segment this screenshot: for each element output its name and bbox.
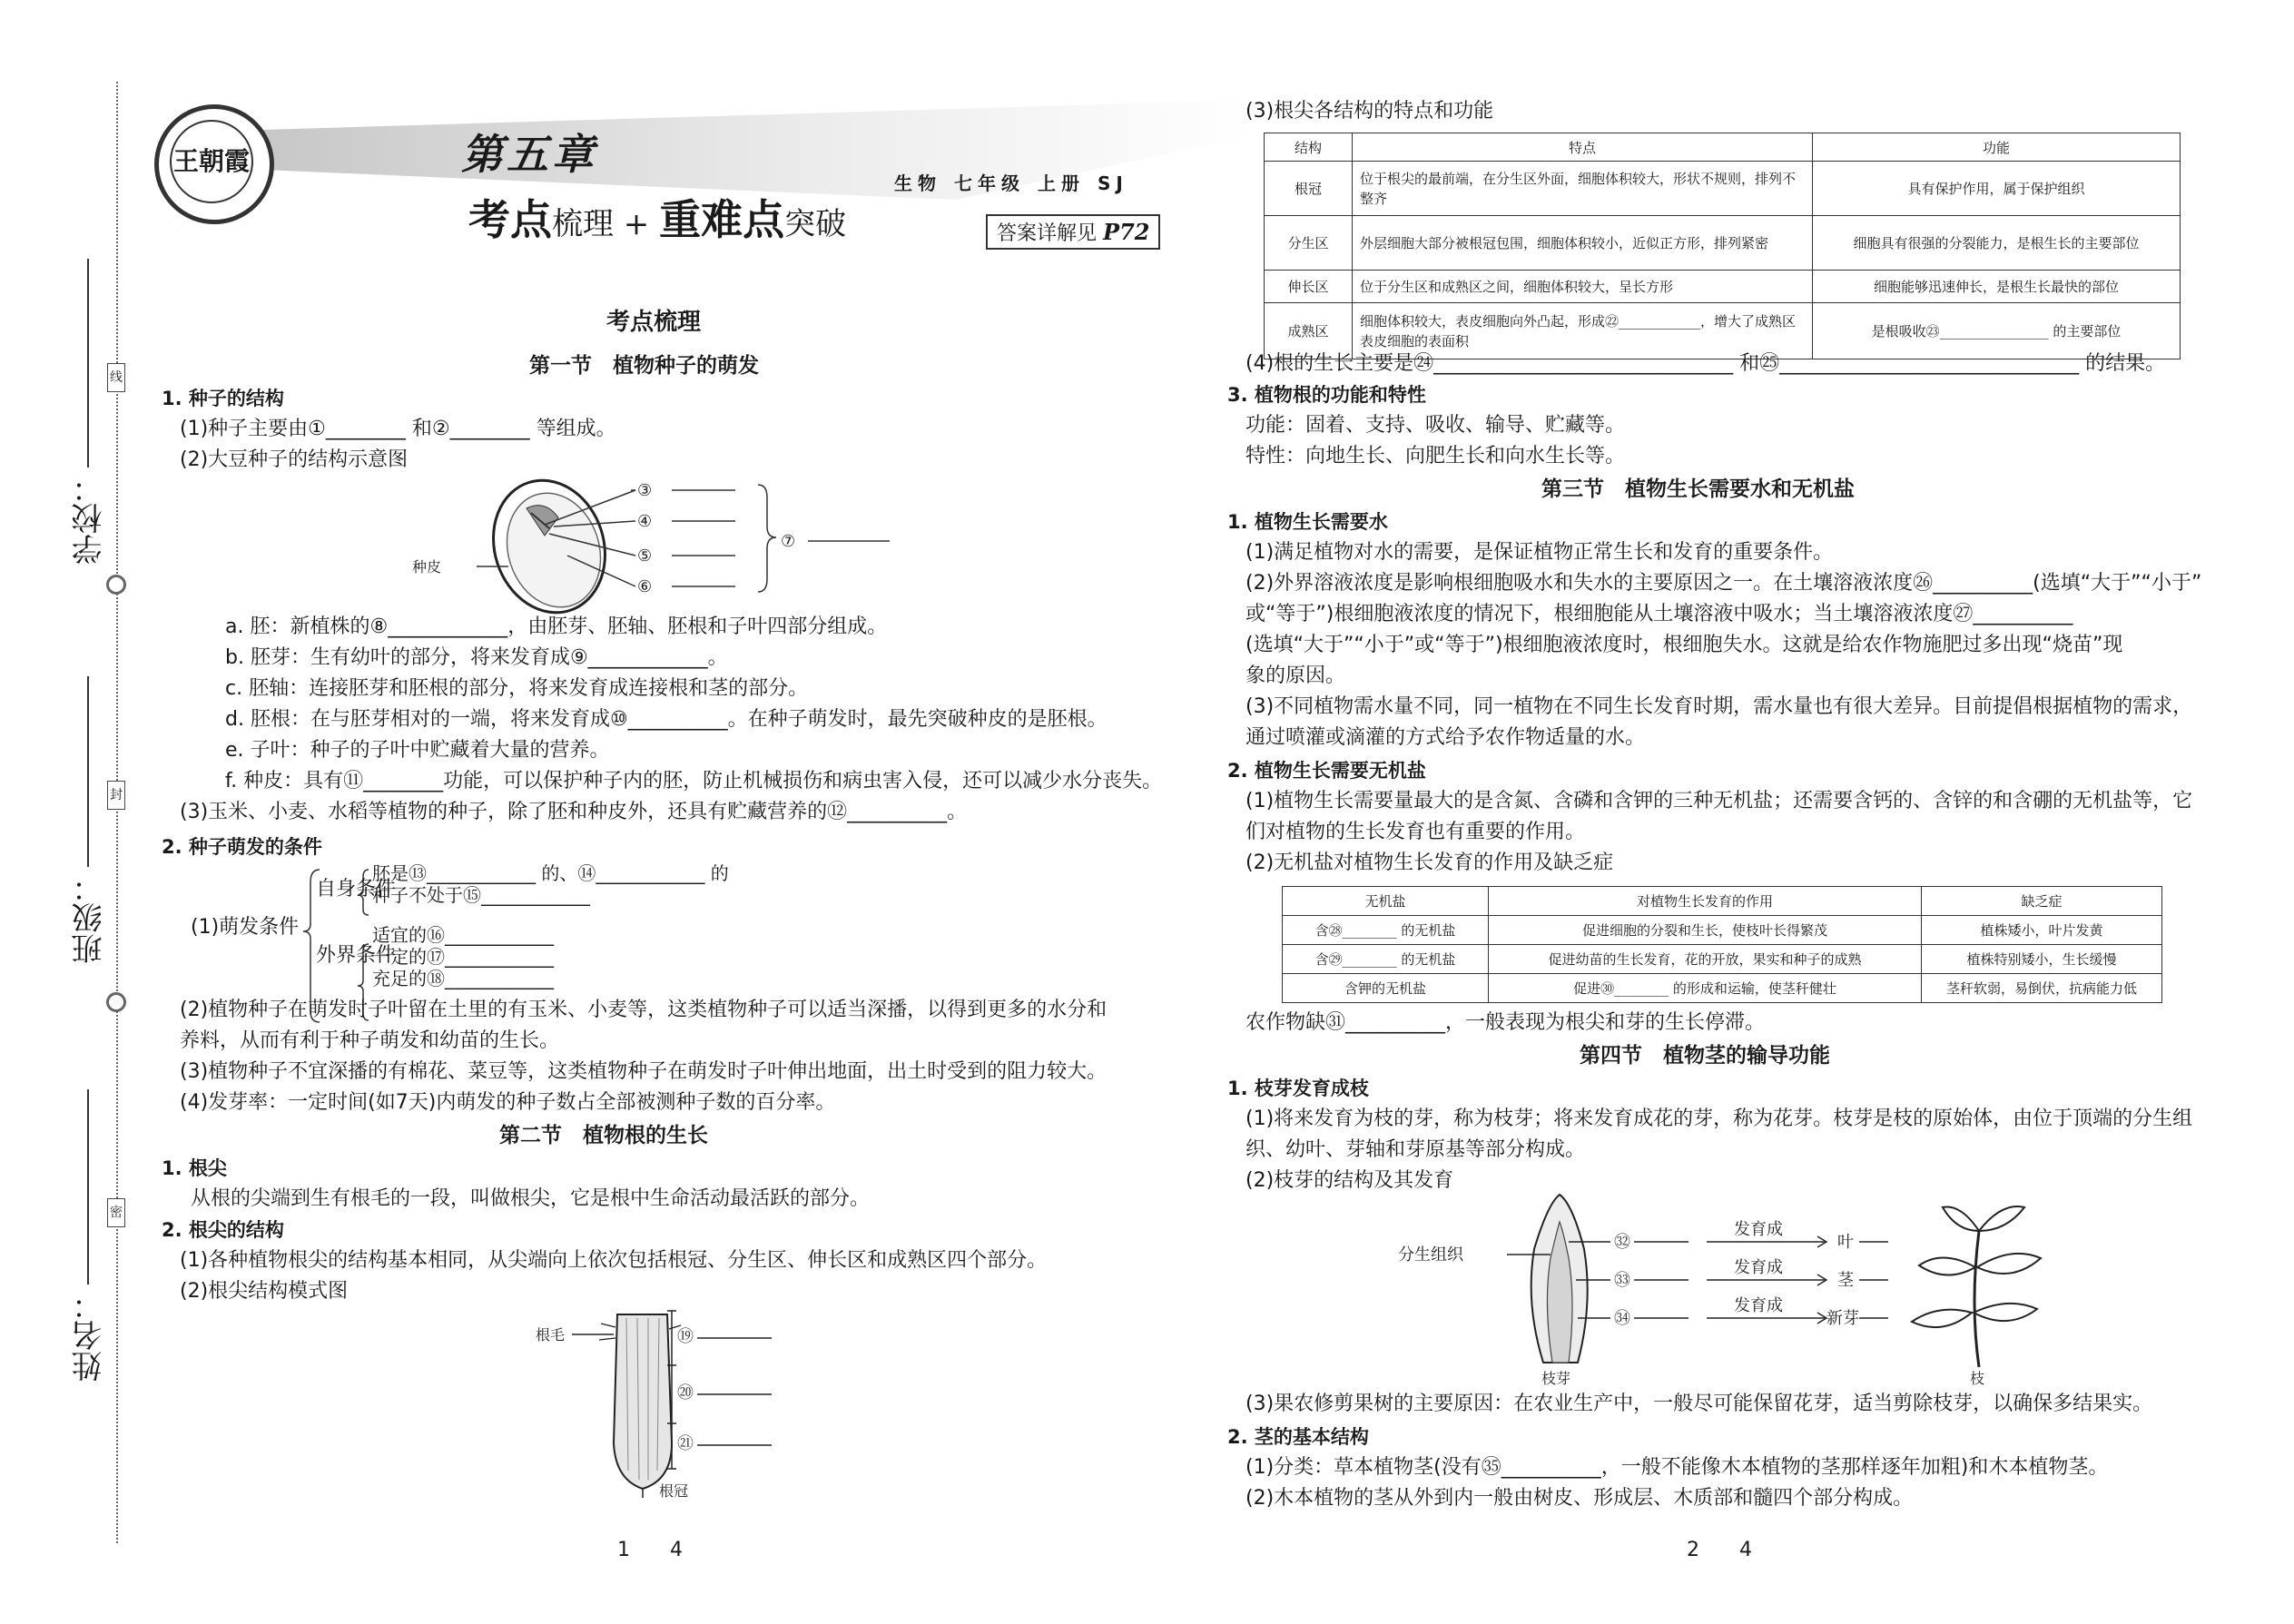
bud-label-34: ㉞	[1614, 1309, 1630, 1328]
school-blank[interactable]	[87, 259, 89, 468]
water-3-line1: (3)不同植物需水量不同，同一植物在不同生长发育时期，需水量也有很大差异。目前提倡根据植物的需求，	[1245, 695, 2193, 718]
water-2-line4: 象的原因。	[1245, 664, 1346, 687]
heading-root-function: 3. 植物根的功能和特性	[1227, 384, 1426, 406]
water-2-line1: (2)外界溶液浓度是影响根细胞吸水和失水的主要原因之一。在土壤溶液浓度㉖__________(选填“大于”“小于”	[1245, 572, 2202, 595]
section-1-title: 第一节 植物种子的萌发	[529, 353, 759, 378]
chapter-title: 第五章	[461, 130, 597, 179]
nitrogen-blank[interactable]: 含㉘________ 的无机盐	[1283, 916, 1489, 945]
heading-germination: 2. 种子萌发的条件	[162, 836, 322, 858]
bud-label-32: ㉜	[1614, 1233, 1630, 1252]
germination-conditions: (1)萌发条件	[191, 916, 300, 939]
heading-stem-structure: 2. 茎的基本结构	[1227, 1426, 1369, 1448]
bud-1-line1: (1)将来发育为枝的芽，称为枝芽；将来发育成花的芽，称为花芽。枝芽是枝的原始体，由位于顶端的分生组	[1245, 1107, 2193, 1130]
external-condition-b: 一定的⑰____________	[372, 946, 554, 968]
root-tip-def: 从根的尖端到生有根毛的一段，叫做根尖，它是根中生命活动最活跃的部分。	[191, 1187, 871, 1210]
section-4-title: 第四节 植物茎的输导功能	[1580, 1043, 1830, 1068]
root-growth-text: (4)根的生长主要是㉔______________________________ 和㉕______________________________ 的结果。	[1245, 352, 2166, 375]
root-label-21: ㉑	[677, 1434, 694, 1453]
mineral-1-line1: (1)植物生长需要量最大的是含氮、含磷和含钾的三种无机盐；还需要含钙的、含锌的和含硼的无机盐等，它	[1245, 790, 2193, 812]
q2-2-line2: 养料，从而有利于种子萌发和幼苗的生长。	[180, 1029, 560, 1052]
absorb-blank[interactable]: 是根吸收㉓________________ 的主要部位	[1813, 303, 2181, 359]
class-blank[interactable]	[87, 676, 89, 867]
seed-label-3: ③	[637, 481, 653, 500]
page-subtitle: 考点梳理 + 重难点突破	[468, 195, 847, 244]
q2-text: (2)大豆种子的结构示意图	[180, 448, 409, 471]
item-f: f. 种皮：具有⑪________功能，可以保护种子内的胚，防止机械损伤和病虫害入侵，还可以减少水分丧失。	[225, 770, 1163, 792]
logo-text: 王朝霞	[170, 120, 253, 203]
heading-root-structure: 2. 根尖的结构	[162, 1219, 284, 1241]
root-label-20: ⑳	[677, 1383, 694, 1403]
self-condition-a: 胚是⑬____________ 的、⑭____________ 的	[372, 862, 729, 884]
bud-label-dev-1: 发育成	[1734, 1220, 1783, 1239]
mineral-1-line2: 们对植物的生长发育也有重要的作用。	[1245, 821, 1586, 843]
root-properties: 特性：向地生长、向肥生长和向水生长等。	[1245, 445, 1626, 468]
root-tip-table: 结构 特点 功能 根冠 位于根尖的最前端，在分生区外面，细胞体积较大，形状不规则，排列不整齐 具有保护作用，属于保护组织 分生区 外层细胞大部分被根冠包围，细胞体积较小，近似正方形，排列紧密 细胞具有很强的分裂能力，是根生长的主要部位 伸长区 位于分生区和成熟区之间，细胞体积较大，呈长方形 细胞能够迅速伸长，是根生长最快的部位 成熟区 细胞体积较大，表皮细胞向外凸起，形成㉒____________，增大了成熟区表皮细胞的表面积 是根吸收㉓________________ 的主要部位	[1264, 133, 2181, 359]
bud-label-newbud: 新芽	[1826, 1309, 1859, 1328]
grade-info: 生物 七年级 上册 SJ	[894, 172, 1128, 194]
root-label-hair: 根毛	[536, 1326, 566, 1343]
mineral-table: 无机盐 对植物生长发育的作用 缺乏症 含㉘________ 的无机盐 促进细胞的分裂和生长，使枝叶长得繁茂 植株矮小，叶片发黄 含㉙________ 的无机盐 促进幼苗的生长发育，花的开放，果实和种子的成熟 植株特别矮小，生长缓慢 含钾的无机盐 促进㉚________ 的形成和运输，使茎秆健壮 茎秆软弱，易倒伏，抗病能力低	[1282, 886, 2162, 1003]
cut-line	[116, 82, 118, 1543]
water-1: (1)满足植物对水的需要，是保证植物正常生长和发育的重要条件。	[1245, 541, 1834, 564]
stem-classification: (1)分类：草本植物茎(没有㉟__________，一般不能像木本植物的茎那样逐年加粗)和木本植物茎。	[1245, 1456, 2109, 1479]
binding-hole-icon	[106, 575, 126, 595]
q2-3-text: (3)植物种子不宜深播的有棉花、菜豆等，这类植物种子在萌发时子叶伸出地面，出土时受到的阻力较大。	[180, 1060, 1108, 1083]
mineral-deficiency: 农作物缺㉛__________，一般表现为根尖和芽的生长停滞。	[1245, 1011, 1766, 1034]
bud-label-bud: 枝芽	[1541, 1370, 1571, 1387]
bud-label-dev-2: 发育成	[1734, 1258, 1783, 1277]
soybean-seed-diagram	[409, 472, 917, 617]
heading-bud: 1. 枝芽发育成枝	[1227, 1078, 1369, 1099]
external-condition-a: 适宜的⑯____________	[372, 924, 554, 946]
seed-label-coat: 种皮	[412, 558, 442, 576]
name-label: 姓名：	[72, 1289, 108, 1382]
root-label-cap: 根冠	[659, 1482, 689, 1500]
seal-mark-secret: 密	[107, 1198, 125, 1227]
heading-minerals: 2. 植物生长需要无机盐	[1227, 760, 1426, 782]
bud-label-dev-3: 发育成	[1734, 1296, 1783, 1315]
q2-4-text: (4)发芽率：一定时间(如7天)内萌发的种子数占全部被测种子数的百分率。	[180, 1091, 836, 1114]
self-condition-b: 种子不处于⑮____________	[372, 884, 590, 906]
binding-hole-icon	[106, 992, 126, 1012]
school-label: 学校：	[72, 472, 108, 565]
phosphorus-blank[interactable]: 含㉙________ 的无机盐	[1283, 945, 1489, 974]
bud-label-33: ㉝	[1614, 1271, 1630, 1290]
seed-label-6: ⑥	[637, 577, 653, 596]
self-conditions: 自身条件	[316, 878, 397, 901]
q1-text: (1)种子主要由①________ 和②________ 等组成。	[180, 418, 616, 440]
section-3-title: 第三节 植物生长需要水和无机盐	[1541, 477, 1855, 501]
heading-water: 1. 植物生长需要水	[1227, 511, 1388, 533]
bud-diagram-caption: (2)枝芽的结构及其发育	[1245, 1169, 1454, 1192]
water-2-line3: (选填“大于”“小于”或“等于”)根细胞液浓度时，根细胞失水。这就是给农作物施肥过多出现“烧苗”现	[1245, 634, 2123, 656]
answer-reference: 答案详解见 P72	[986, 214, 1160, 250]
bud-1-line2: 织、幼叶、芽轴和芽原基等部分构成。	[1245, 1138, 1586, 1161]
page-number-left: 1 4	[617, 1539, 683, 1561]
item-b: b. 胚芽：生有幼叶的部分，将来发育成⑨____________。	[225, 646, 728, 669]
bud-diagram	[1398, 1195, 2161, 1387]
q2-2-line1: (2)植物种子在萌发时子叶留在土里的有玉米、小麦等，这类植物种子可以适当深播，以得到更多的水分和	[180, 999, 1108, 1021]
item-e: e. 子叶：种子的子叶中贮藏着大量的营养。	[225, 739, 610, 762]
brand-logo	[154, 104, 274, 224]
seed-label-4: ④	[637, 512, 653, 531]
root-diagram-caption: (2)根尖结构模式图	[180, 1280, 349, 1303]
seal-mark-line: 线	[107, 363, 125, 392]
root-tip-diagram	[536, 1307, 799, 1498]
item-c: c. 胚轴：连接胚芽和胚根的部分，将来发育成连接根和茎的部分。	[225, 677, 809, 700]
external-conditions: 外界条件	[316, 944, 397, 967]
root-table-caption: (3)根尖各结构的特点和功能	[1245, 100, 1494, 123]
pruning-text: (3)果农修剪果树的主要原因：在农业生产中，一般尽可能保留花芽，适当剪除枝芽，以确保多结果实。	[1245, 1393, 2153, 1415]
external-condition-c: 充足的⑱____________	[372, 968, 554, 989]
item-a: a. 胚：新植株的⑧____________，由胚芽、胚轴、胚根和子叶四部分组成。	[225, 615, 888, 638]
item-d: d. 胚根：在与胚芽相对的一端，将来发育成⑩__________。在种子萌发时，最先突破种皮的是胚根。	[225, 708, 1108, 731]
section-2-title: 第二节 植物根的生长	[499, 1123, 708, 1147]
seed-label-5: ⑤	[637, 546, 653, 566]
water-2-line2: 或“等于”)根细胞液浓度的情况下，根细胞能从土壤溶液中吸水；当土壤溶液浓度㉗__________	[1245, 603, 2073, 625]
seal-mark-seal: 封	[107, 781, 125, 810]
heading-seed-structure: 1. 种子的结构	[162, 388, 284, 409]
bud-label-tissue: 分生组织	[1398, 1245, 1463, 1265]
woody-stem-structure: (2)木本植物的茎从外到内一般由树皮、形成层、木质部和髓四个部分构成。	[1245, 1487, 1914, 1510]
root-structure-text: (1)各种植物根尖的结构基本相同，从尖端向上依次包括根冠、分生区、伸长区和成熟区四个部分。	[180, 1249, 1048, 1272]
class-label: 班级：	[72, 871, 108, 964]
page-number-right: 2 4	[1687, 1539, 1752, 1561]
seed-label-7: ⑦	[781, 532, 796, 551]
heading-root-tip: 1. 根尖	[162, 1157, 227, 1179]
water-3-line2: 通过喷灌或滴灌的方式给予农作物适量的水。	[1245, 726, 1646, 749]
root-label-19: ⑲	[677, 1327, 694, 1346]
name-blank[interactable]	[87, 1089, 89, 1284]
bud-label-leaf: 叶	[1837, 1233, 1854, 1252]
q3-text: (3)玉米、小麦、水稻等植物的种子，除了胚和种皮外，还具有贮藏营养的⑫__________。	[180, 801, 968, 823]
bud-label-branch: 枝	[1970, 1370, 1985, 1387]
mineral-table-caption: (2)无机盐对植物生长发育的作用及缺乏症	[1245, 851, 1614, 874]
bud-label-stem: 茎	[1837, 1271, 1854, 1290]
section-title: 考点梳理	[606, 309, 702, 336]
root-function: 功能：固着、支持、吸收、输导、贮藏等。	[1245, 414, 1626, 437]
